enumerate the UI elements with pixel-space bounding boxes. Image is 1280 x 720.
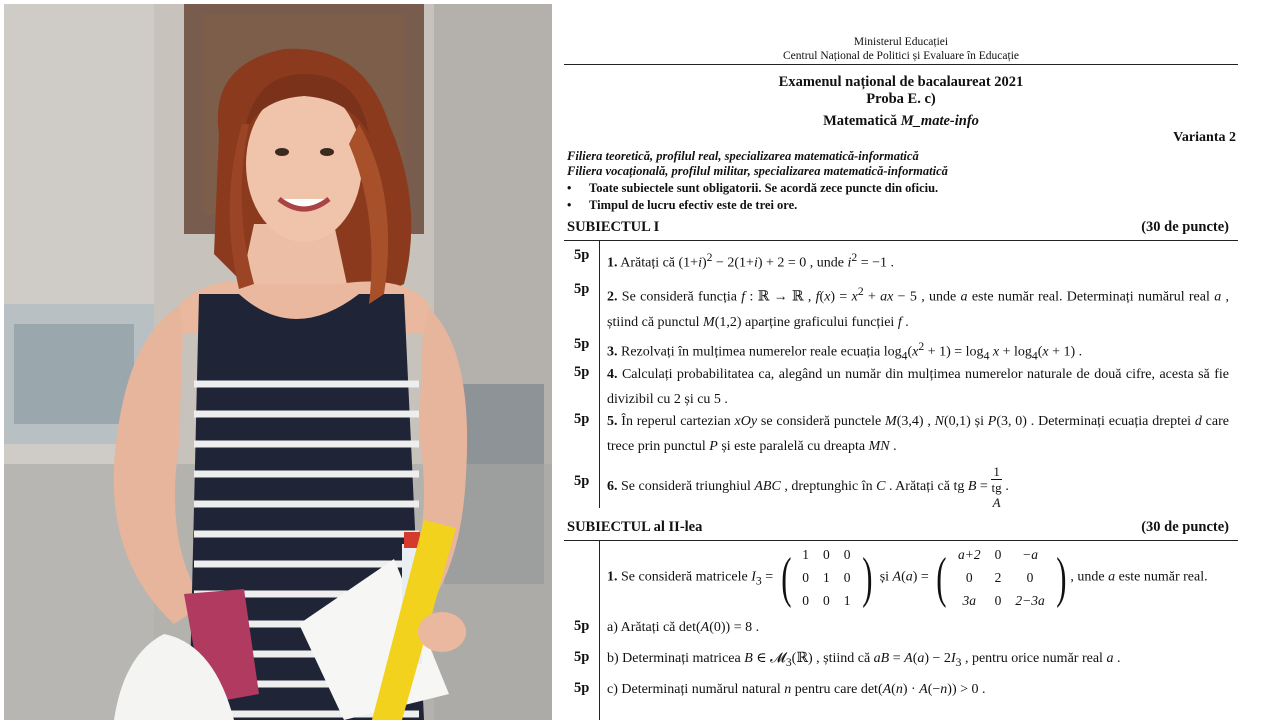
problem-1-5: 5. În reperul cartezian xOy se consideră punctele M(3,4) , N(0,1) și P(3, 0) . Determinați ecuația dreptei d care trece prin punctul P și este paralelă cu dreapta MN . <box>607 414 1229 454</box>
problem-1-6: 6. Se consideră triunghiul ABC , dreptunghic în C . Arătați că tg B = 1 tg A . <box>607 464 1009 510</box>
points-2b: 5p <box>574 649 590 665</box>
problem-1-4: 4. Calculați probabilitatea ca, alegând un număr din mulțimea numerelor naturale de două cifre, acesta să fie divizibil cu 2 și cu 5 . <box>607 367 1229 407</box>
problem-2-1a: a) Arătați că det(A(0)) = 8 . <box>607 620 760 635</box>
subject-1-column-divider <box>599 241 600 508</box>
subject-2-header <box>567 519 1229 536</box>
matrix-a: ( a+2 0 −a 0 2 0 3a 0 2−3a ) <box>936 546 1067 609</box>
center-name: Centrul Național de Politici și Evaluare în Educație <box>782 50 1019 62</box>
problem-2-1: 1. Se consideră matricele $I_3$ = ( 1 0 0 0 1 0 0 0 1 ) și A(a) = ( a+2 0 −a 0 2 0 3a 0 2−3a ) , unde a este număr real. <box>607 543 1229 614</box>
variant-label: Varianta 2 <box>1173 130 1236 145</box>
proba-title: Proba E. c) <box>866 91 936 107</box>
subject-1-header <box>567 219 1229 236</box>
ministry-name: Ministerul Educației <box>853 36 949 48</box>
filiera-1: Filiera teoretică, profilul real, specializarea matematică-informatică <box>567 149 919 163</box>
instruction-1: • Toate subiectele sunt obligatorii. Se acordă zece puncte din oficiu. <box>567 181 939 195</box>
exam-title: Examenul național de bacalaureat 2021 <box>778 74 1024 90</box>
subject-title <box>556 113 1246 130</box>
problem-1-3: 3. Rezolvați în mulțimea numerelor reale ecuația $\log_4(x^2 + 1) = \log_4 x + \log_4(x + 1)$ . <box>607 340 1083 363</box>
student-illustration <box>4 4 552 720</box>
student-photo <box>4 4 552 720</box>
problem-1-2: 2. Se consideră funcția f : ℝ → ℝ , $f(x) = x^2$ + ax − 5 , unde a este număr real. Determinați numărul real a , știind că punctul M(1,2) aparține graficului funcției f . <box>607 285 1229 330</box>
points-1: 5p <box>574 247 590 263</box>
points-6: 5p <box>574 473 590 489</box>
exam-document <box>556 0 1280 720</box>
points-2c: 5p <box>574 680 590 696</box>
header-rule <box>564 64 1238 65</box>
subject-1-title: SUBIECTUL I <box>567 219 660 235</box>
subject-1-rule <box>564 240 1238 241</box>
filiera-2: Filiera vocațională, profilul militar, specializarea matematică-informatică <box>567 164 948 178</box>
points-2a: 5p <box>574 618 590 634</box>
points-5: 5p <box>574 411 590 427</box>
subject-2-points: (30 de puncte) <box>1141 519 1229 535</box>
points-3: 5p <box>574 336 590 352</box>
subject-2-title: SUBIECTUL al II-lea <box>567 519 703 535</box>
instruction-2: • Timpul de lucru efectiv este de trei ore. <box>567 198 798 212</box>
matrix-i3: ( 1 0 0 0 1 0 0 0 1 ) <box>780 546 872 609</box>
problem-1-1: 1. Arătați că $(1+i)^2 - 2(1+i) + 2 = 0$ , unde $i^2 = -1$ . <box>607 251 895 271</box>
problem-2-1c: c) Determinați numărul natural n pentru care det(A(n) · A(−n)) > 0 . <box>607 682 986 697</box>
subject-variant: M_mate-info <box>900 113 979 129</box>
subject-2-rule <box>564 540 1238 541</box>
points-4: 5p <box>574 364 590 380</box>
points-2: 5p <box>574 281 590 297</box>
subject-prefix: Matematică <box>823 113 898 129</box>
problem-2-1b: b) Determinați matricea B ∈ 𝓜$_3$(ℝ) , știind că aB = $A(a) - 2I_3$ , pentru orice număr real a . <box>607 651 1121 669</box>
subject-1-points: (30 de puncte) <box>1141 219 1229 235</box>
subject-2-column-divider <box>599 541 600 720</box>
